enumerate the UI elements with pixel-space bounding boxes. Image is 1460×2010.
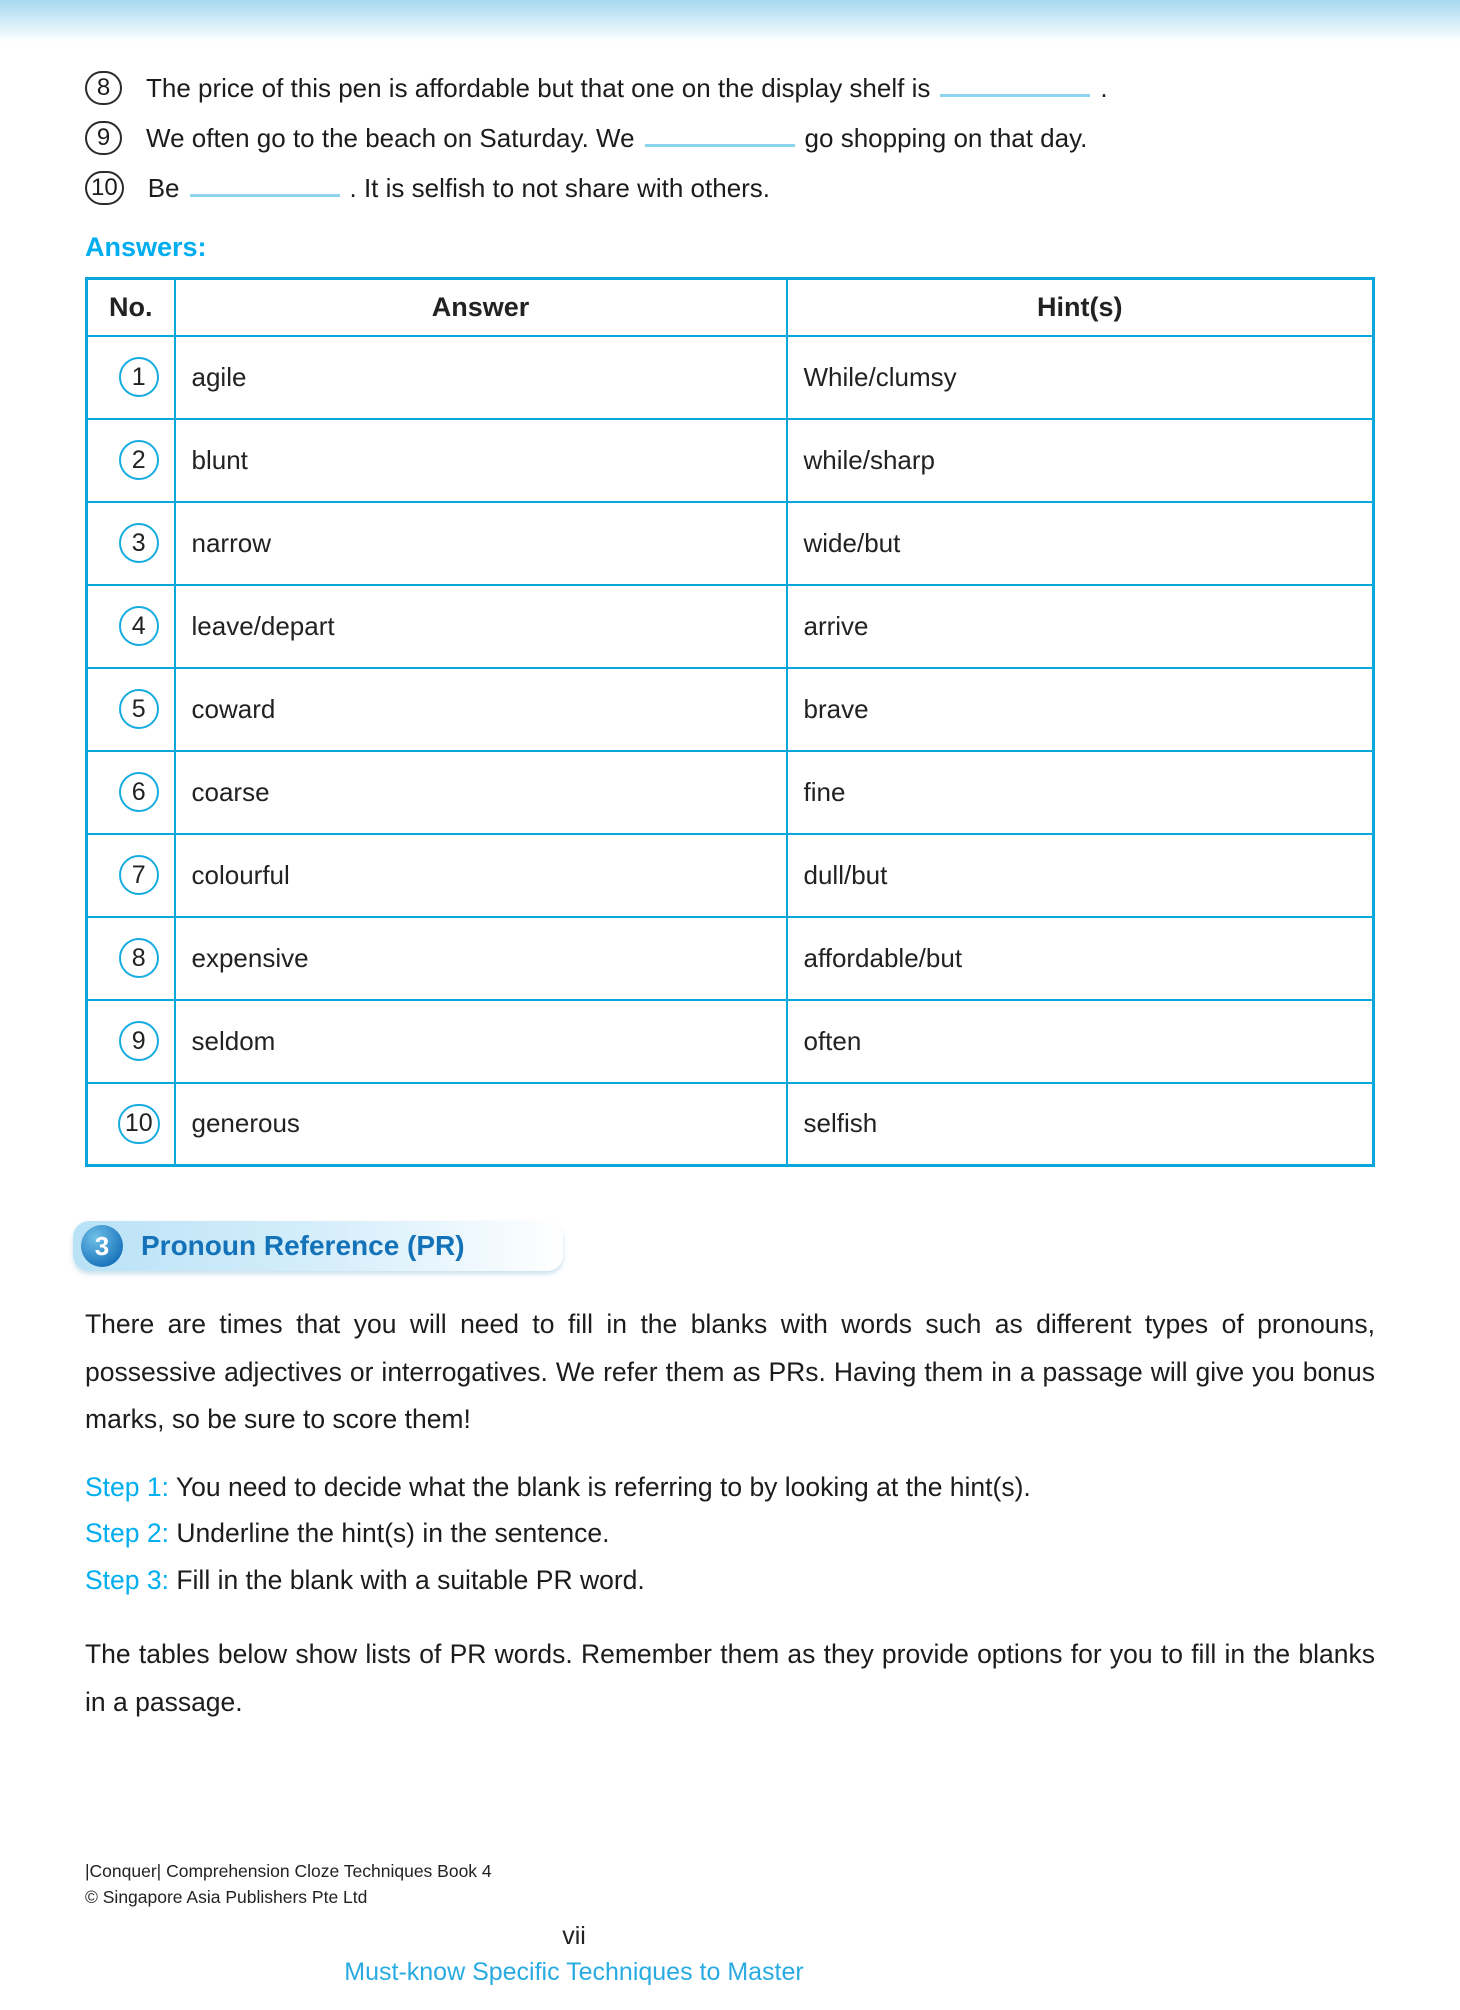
step-label: Step 2: (85, 1518, 169, 1549)
row-number: 6 (131, 777, 146, 806)
answer-cell: generous (175, 1083, 787, 1166)
steps-list (85, 1464, 1375, 1603)
question-item (85, 120, 1375, 156)
answer-cell: coward (175, 668, 787, 751)
step-text: Fill in the blank with a suitable PR word. (176, 1564, 645, 1595)
row-number: 1 (131, 362, 146, 391)
step-line (85, 1557, 1375, 1603)
row-number: 9 (131, 1026, 146, 1055)
answer-cell: coarse (175, 751, 787, 834)
section-number: 3 (94, 1230, 110, 1261)
row-number-badge (119, 606, 159, 646)
answer-cell: blunt (175, 419, 787, 502)
row-number: 4 (131, 611, 146, 640)
table-row (87, 419, 1374, 502)
answer-cell: seldom (175, 1000, 787, 1083)
footer-book-title: |Conquer| Comprehension Cloze Techniques Book 4 (85, 1861, 492, 1881)
col-header-hints: Hint(s) (787, 279, 1374, 336)
question-text-post: . It is selfish to not share with others. (349, 173, 771, 203)
row-number: 3 (131, 528, 146, 557)
hint-cell: while/sharp (787, 419, 1374, 502)
row-number: 2 (131, 445, 146, 474)
section-heading-pill (73, 1221, 563, 1271)
table-row (87, 834, 1374, 917)
question-text-post: . (1100, 73, 1108, 103)
questions-section (85, 70, 1375, 206)
row-number-cell (87, 668, 175, 751)
row-number-badge (119, 440, 159, 480)
hint-cell: fine (787, 751, 1374, 834)
fill-in-blank (645, 127, 795, 147)
question-number: 8 (96, 74, 111, 101)
table-row (87, 1000, 1374, 1083)
answers-table (85, 277, 1375, 1167)
question-text (146, 70, 1108, 106)
hint-cell: brave (787, 668, 1374, 751)
row-number-badge (119, 855, 159, 895)
question-number-badge (85, 171, 124, 205)
answer-cell: leave/depart (175, 585, 787, 668)
section-title: Pronoun Reference (PR) (141, 1230, 465, 1261)
row-number-cell (87, 1083, 175, 1166)
col-header-no: No. (87, 279, 175, 336)
row-number: 10 (124, 1109, 153, 1138)
table-header-row (87, 279, 1374, 336)
page-content (0, 70, 1460, 1727)
row-number-badge (119, 523, 159, 563)
answer-cell: expensive (175, 917, 787, 1000)
hint-cell: dull/but (787, 834, 1374, 917)
question-text-pre: We often go to the beach on Saturday. We (146, 123, 635, 153)
closing-paragraph: The tables below show lists of PR words. Remember them as they provide options for you to fill in the blanks in a passage. (85, 1639, 1375, 1717)
table-row (87, 336, 1374, 419)
section-number-badge (81, 1225, 123, 1267)
footer-publisher: © Singapore Asia Publishers Pte Ltd (85, 1887, 368, 1908)
footer-imprint (85, 1858, 492, 1911)
row-number: 7 (131, 860, 146, 889)
row-number-cell (87, 917, 175, 1000)
step-line (85, 1464, 1375, 1510)
table-row (87, 917, 1374, 1000)
row-number-cell (87, 336, 175, 419)
hint-cell: wide/but (787, 502, 1374, 585)
hint-cell: arrive (787, 585, 1374, 668)
page-number: vii (562, 1922, 586, 1950)
section-heading (85, 1221, 1375, 1273)
fill-in-blank (190, 177, 340, 197)
question-text-post: go shopping on that day. (804, 123, 1088, 153)
question-text-pre: Be (147, 173, 180, 203)
step-label: Step 1: (85, 1472, 169, 1503)
row-number-badge (119, 1021, 159, 1061)
table-row (87, 751, 1374, 834)
row-number-cell (87, 502, 175, 585)
row-number-cell (87, 585, 175, 668)
step-label: Step 3: (85, 1564, 169, 1595)
row-number-badge (118, 1104, 160, 1144)
question-text-pre: The price of this pen is affordable but that one on the display shelf is (146, 73, 931, 103)
question-number-badge (85, 71, 122, 105)
row-number-cell (87, 834, 175, 917)
answers-heading: Answers: (85, 232, 207, 262)
row-number: 8 (131, 943, 146, 972)
question-number: 9 (96, 124, 111, 151)
step-line (85, 1510, 1375, 1556)
row-number-badge (119, 938, 159, 978)
hint-cell: While/clumsy (787, 336, 1374, 419)
table-row (87, 1083, 1374, 1166)
question-number: 10 (91, 174, 118, 201)
question-text (146, 120, 1087, 156)
intro-paragraph: There are times that you will need to fill in the blanks with words such as different types of pronouns, possessive adjectives or interrogatives. We refer them as PRs. Having them in a passage will give you bonus marks, so be sure to score them! (85, 1309, 1375, 1435)
step-text: Underline the hint(s) in the sentence. (176, 1518, 610, 1549)
answer-cell: narrow (175, 502, 787, 585)
fill-in-blank (940, 77, 1090, 97)
table-row (87, 502, 1374, 585)
row-number-badge (119, 689, 159, 729)
row-number-cell (87, 1000, 175, 1083)
row-number-badge (119, 772, 159, 812)
hint-cell: selfish (787, 1083, 1374, 1166)
answer-cell: colourful (175, 834, 787, 917)
question-text (148, 170, 770, 206)
question-number-badge (85, 121, 122, 155)
row-number-cell (87, 419, 175, 502)
answer-cell: agile (175, 336, 787, 419)
row-number-cell (87, 751, 175, 834)
footer-tagline: Must-know Specific Techniques to Master (344, 1958, 804, 1986)
question-item (85, 70, 1375, 106)
top-decoration-band (0, 0, 1460, 42)
table-row (87, 668, 1374, 751)
question-item (85, 170, 1375, 206)
hint-cell: affordable/but (787, 917, 1374, 1000)
table-row (87, 585, 1374, 668)
row-number-badge (119, 357, 159, 397)
row-number: 5 (131, 694, 146, 723)
col-header-answer: Answer (175, 279, 787, 336)
hint-cell: often (787, 1000, 1374, 1083)
step-text: You need to decide what the blank is referring to by looking at the hint(s). (175, 1472, 1031, 1503)
